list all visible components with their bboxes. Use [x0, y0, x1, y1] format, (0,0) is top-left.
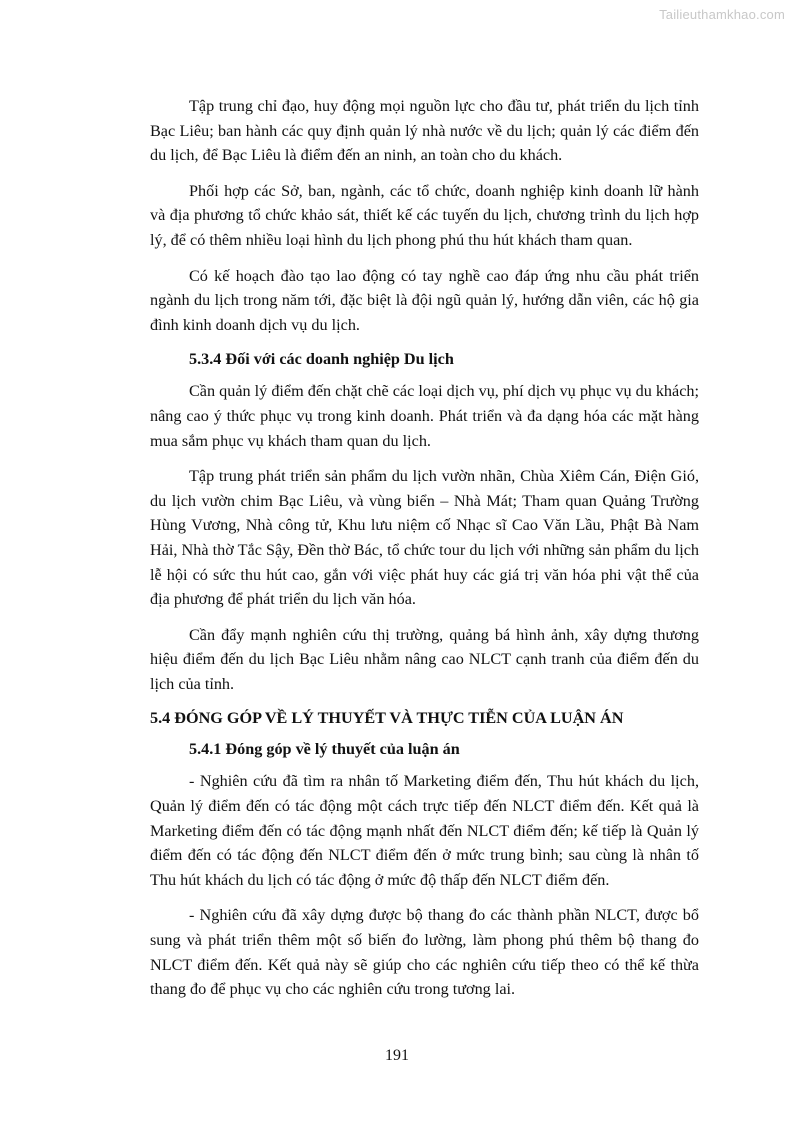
subsection-heading-5-4-1: 5.4.1 Đóng góp về lý thuyết của luận án: [189, 740, 460, 759]
paragraph: Có kế hoạch đào tạo lao động có tay nghề cao đáp ứng nhu cầu phát triển ngành du lịch trong năm tới, đặc biệt là đội ngũ quản lý, hướng dẫn viên, các hộ gia đình kinh doanh dịch vụ du lịch.: [150, 266, 699, 334]
paragraph: Cần đẩy mạnh nghiên cứu thị trường, quảng bá hình ảnh, xây dựng thương hiệu điểm đến du lịch Bạc Liêu nhằm nâng cao NLCT cạnh tranh của điểm đến du lịch của tỉnh.: [150, 625, 699, 693]
subsection-heading-5-3-4: 5.3.4 Đối với các doanh nghiệp Du lịch: [189, 350, 454, 369]
paragraph: Tập trung phát triển sản phẩm du lịch vườn nhãn, Chùa Xiêm Cán, Điện Gió, du lịch vườn chim Bạc Liêu, và vùng biển – Nhà Mát; Tham quan Quảng Trường Hùng Vương, Nhà công tử, Khu lưu niệm cố Nhạc sĩ Cao Văn Lầu, Phật Bà Nam Hải, Nhà thờ Tắc Sậy, Đền thờ Bác, tổ chức tour du lịch với những sản phẩm du lịch lễ hội có sức thu hút cao, gắn với việc phát huy các giá trị văn hóa phi vật thể của địa phương để phát triển du lịch văn hóa.: [150, 467, 699, 609]
paragraph: - Nghiên cứu đã tìm ra nhân tố Marketing điểm đến, Thu hút khách du lịch, Quản lý điểm đến có tác động một cách trực tiếp đến NLCT điểm đến. Kết quả là Marketing điểm đến có tác động mạnh nhất đến NLCT điểm đến; kế tiếp là Quản lý điểm đến có tác động đến NLCT điểm đến ở mức trung bình; sau cùng là nhân tố Thu hút khách du lịch có tác động ở mức độ thấp đến NLCT điểm đến.: [150, 772, 699, 889]
paragraph: - Nghiên cứu đã xây dựng được bộ thang đo các thành phần NLCT, được bổ sung và phát triển thêm một số biến đo lường, làm phong phú thêm bộ thang đo NLCT điểm đến. Kết quả này sẽ giúp cho các nghiên cứu tiếp theo có thể kế thừa thang đo để phục vụ cho các nghiên cứu trong tương lai.: [150, 906, 699, 999]
paragraph: Cần quản lý điểm đến chặt chẽ các loại dịch vụ, phí dịch vụ phục vụ du khách; nâng cao ý thức phục vụ trong kinh doanh. Phát triển và đa dạng hóa các mặt hàng mua sắm phục vụ khách tham quan du lịch.: [150, 382, 699, 450]
page-number: 191: [385, 1047, 409, 1064]
paragraph: Phối hợp các Sở, ban, ngành, các tổ chức, doanh nghiệp kinh doanh lữ hành và địa phương tổ chức khảo sát, thiết kế các tuyến du lịch, chương trình du lịch hợp lý, để có thêm nhiều loại hình du lịch phong phú thu hút khách tham quan.: [150, 181, 699, 249]
watermark-text: Tailieuthamkhao.com: [659, 7, 785, 22]
page-body: [150, 94, 699, 1013]
section-heading-5-4: 5.4 ĐÓNG GÓP VỀ LÝ THUYẾT VÀ THỰC TIỄN CỦA LUẬN ÁN: [150, 709, 624, 728]
paragraph: Tập trung chỉ đạo, huy động mọi nguồn lực cho đầu tư, phát triển du lịch tỉnh Bạc Liêu; ban hành các quy định quản lý nhà nước về du lịch; quản lý các điểm đến du lịch, để Bạc Liêu là điểm đến an ninh, an toàn cho du khách.: [150, 97, 699, 165]
